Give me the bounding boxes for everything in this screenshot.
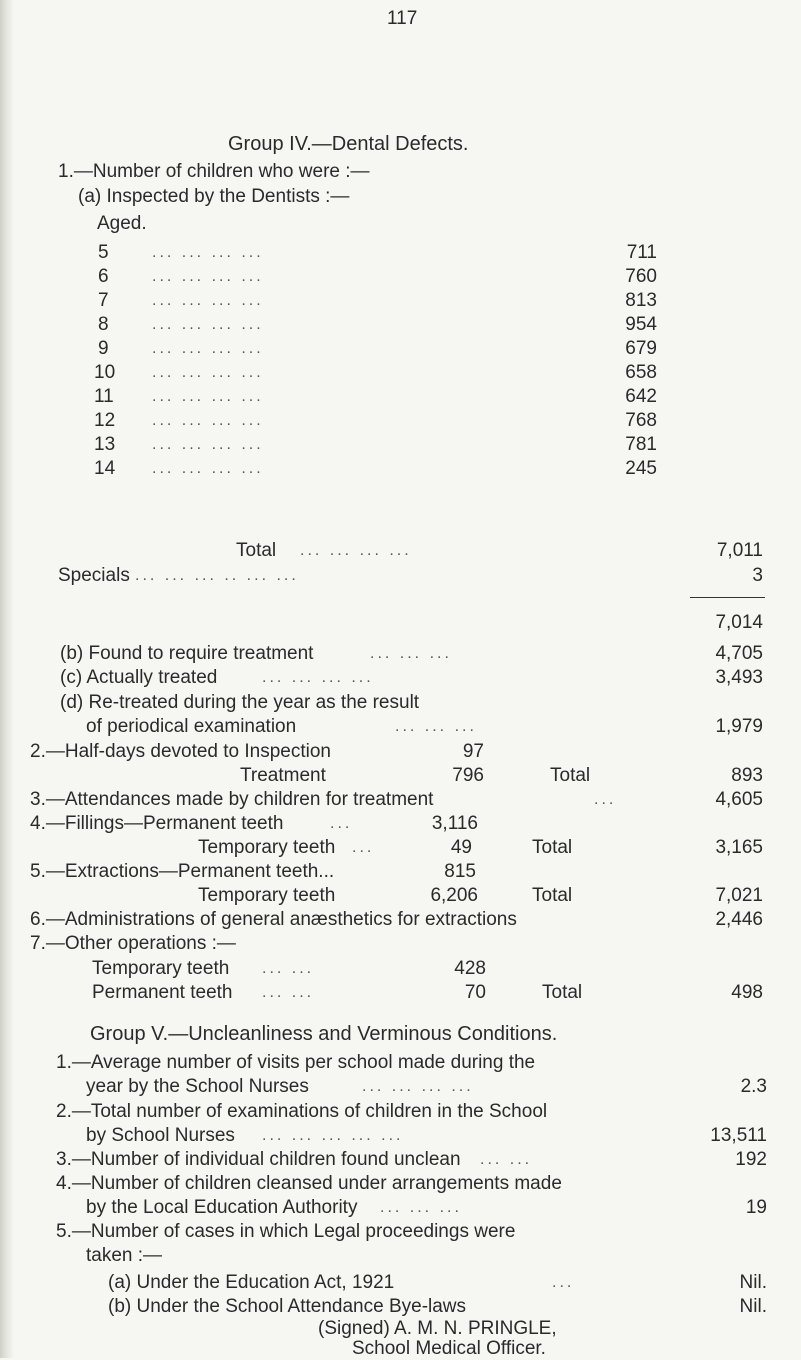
aged-label: Aged. — [97, 213, 147, 234]
leader-dots: ... ... ... ... — [152, 316, 264, 333]
count-cell: 954 — [625, 314, 657, 335]
leader-dots: ... ... ... — [380, 1199, 462, 1216]
leader-dots: ... ... ... ... — [152, 244, 264, 261]
count-cell: 642 — [625, 386, 657, 407]
leader-dots: ... ... ... ... — [152, 340, 264, 357]
signature-line1: (Signed) A. M. N. PRINGLE, — [318, 1318, 557, 1339]
sum-rule — [690, 597, 765, 598]
count-cell: 679 — [625, 338, 657, 359]
item2-treatment-label: Treatment — [240, 765, 326, 786]
group5-item5-label-1: 5.—Number of cases in which Legal proceedings were — [56, 1221, 516, 1242]
page-number: 117 — [387, 8, 418, 29]
item5-temporary: 6,206 — [430, 885, 478, 906]
item2-inspection: 97 — [462, 741, 484, 762]
count-cell: 245 — [625, 458, 657, 479]
leader-dots: ... ... ... ... — [152, 460, 264, 477]
count-cell: 760 — [625, 266, 657, 287]
item4-permanent: 3,116 — [431, 813, 478, 834]
group4-heading: Group IV.—Dental Defects. — [228, 133, 469, 155]
item1b-label: (b) Found to require treatment — [60, 643, 314, 664]
count-cell: 711 — [626, 242, 657, 263]
item7-temporary: 428 — [454, 958, 486, 979]
specials-label: Specials — [58, 565, 130, 586]
group5-item1-label-2: year by the School Nurses — [86, 1076, 309, 1097]
count-cell: 658 — [625, 362, 657, 383]
group5-item5a-label: (a) Under the Education Act, 1921 — [108, 1272, 395, 1293]
group5-item4-label-1: 4.—Number of children cleansed under arrangements made — [56, 1173, 562, 1194]
signature-line2: School Medical Officer. — [352, 1338, 546, 1359]
group5-item5a-value: Nil. — [739, 1272, 767, 1293]
total-label: Total — [236, 540, 277, 561]
leader-dots: ... ... ... ... — [152, 388, 264, 405]
leader-dots: ... ... ... ... — [152, 436, 264, 453]
leader-dots: ... ... ... ... — [152, 268, 264, 285]
age-cell: 12 — [94, 410, 116, 431]
age-cell: 7 — [98, 290, 109, 311]
item4-total: 3,165 — [715, 837, 763, 858]
leader-dots: ... ... ... — [370, 645, 452, 662]
group5-item3-label: 3.—Number of individual children found unclean — [56, 1149, 461, 1170]
age-cell: 6 — [98, 266, 109, 287]
age-cell: 11 — [94, 386, 114, 407]
total-value: 7,011 — [716, 540, 763, 561]
specials-value: 3 — [752, 565, 763, 586]
leader-dots: ... ... ... — [395, 718, 477, 735]
group5-item1-value: 2.3 — [740, 1076, 767, 1097]
item5-total: 7,021 — [715, 885, 763, 906]
item2-treatment: 796 — [452, 765, 484, 786]
age-cell: 10 — [94, 362, 116, 383]
item5-temp-label: Temporary teeth — [198, 885, 336, 906]
item3-label: 3.—Attendances made by children for treatment — [30, 789, 434, 810]
leader-dots: ... — [594, 791, 617, 808]
item1d-label-2: of periodical examination — [86, 716, 297, 737]
leader-dots: ... ... ... ... — [152, 292, 264, 309]
leader-dots: ... ... ... ... — [152, 412, 264, 429]
item7-temp-label: Temporary teeth — [92, 958, 230, 979]
leader-dots: ... ... — [262, 984, 315, 1001]
count-cell: 781 — [625, 434, 657, 455]
leader-dots: ... ... ... .. ... ... — [135, 567, 299, 584]
age-cell: 5 — [98, 242, 109, 263]
item7-perm-label: Permanent teeth — [92, 982, 233, 1003]
group5-item3-value: 192 — [735, 1149, 767, 1170]
group4-item1a-intro: (a) Inspected by the Dentists :— — [78, 186, 350, 207]
age-cell: 8 — [98, 314, 109, 335]
item2-label: 2.—Half-days devoted to Inspection — [30, 741, 332, 762]
item7-label: 7.—Other operations :— — [30, 933, 236, 954]
item7-permanent: 70 — [464, 982, 486, 1003]
leader-dots: ... ... ... ... — [152, 364, 264, 381]
item3-value: 4,605 — [715, 789, 763, 810]
leader-dots: ... ... ... ... — [262, 669, 374, 686]
age-cell: 13 — [94, 434, 116, 455]
group5-item5-label-2: taken :— — [86, 1245, 163, 1266]
leader-dots: ... ... ... ... — [362, 1078, 474, 1095]
item7-total: 498 — [731, 982, 763, 1003]
leader-dots: ... ... ... ... — [300, 542, 412, 559]
group5-item2-label-2: by School Nurses — [86, 1125, 235, 1146]
item1d-value: 1,979 — [715, 716, 763, 737]
group5-item4-value: 19 — [745, 1197, 767, 1218]
age-cell: 14 — [94, 458, 116, 479]
group4-item1-intro: 1.—Number of children who were :— — [58, 161, 370, 182]
item7-total-label: Total — [542, 982, 583, 1003]
group5-item1-label-1: 1.—Average number of visits per school made during the — [56, 1052, 536, 1073]
age-cell: 9 — [98, 338, 109, 359]
page-binding-edge — [0, 0, 14, 1358]
item6-value: 2,446 — [715, 909, 763, 930]
item2-total: 893 — [731, 765, 763, 786]
item1c-label: (c) Actually treated — [60, 667, 218, 688]
leader-dots: ... — [352, 839, 375, 856]
group5-item4-label-2: by the Local Education Authority — [86, 1197, 358, 1218]
item1b-value: 4,705 — [715, 643, 763, 664]
leader-dots: ... ... ... ... ... — [262, 1127, 404, 1144]
grand-total: 7,014 — [715, 612, 763, 633]
item6-label: 6.—Administrations of general anæsthetics for extractions — [30, 909, 517, 930]
leader-dots: ... — [552, 1274, 575, 1291]
count-cell: 813 — [625, 290, 657, 311]
item4-temporary: 49 — [450, 837, 472, 858]
item2-total-label: Total — [550, 765, 591, 786]
item1d-label-1: (d) Re-treated during the year as the result — [60, 692, 420, 713]
item5-label: 5.—Extractions—Permanent teeth... — [30, 861, 335, 882]
group5-item2-value: 13,511 — [710, 1125, 767, 1146]
item5-total-label: Total — [532, 885, 573, 906]
item5-permanent: 815 — [444, 861, 476, 882]
item4-total-label: Total — [532, 837, 573, 858]
leader-dots: ... ... — [480, 1151, 533, 1168]
count-cell: 768 — [625, 410, 657, 431]
item4-label: 4.—Fillings—Permanent teeth — [30, 813, 284, 834]
leader-dots: ... ... — [262, 960, 315, 977]
group5-item2-label-1: 2.—Total number of examinations of children in the School — [56, 1101, 548, 1122]
group5-heading: Group V.—Uncleanliness and Verminous Conditions. — [90, 1023, 558, 1045]
item4-temp-label: Temporary teeth — [198, 837, 336, 858]
item1c-value: 3,493 — [715, 667, 763, 688]
group5-item5b-label: (b) Under the School Attendance Bye-laws — [108, 1296, 467, 1317]
group5-item5b-value: Nil. — [739, 1296, 767, 1317]
leader-dots: ... — [330, 815, 353, 832]
